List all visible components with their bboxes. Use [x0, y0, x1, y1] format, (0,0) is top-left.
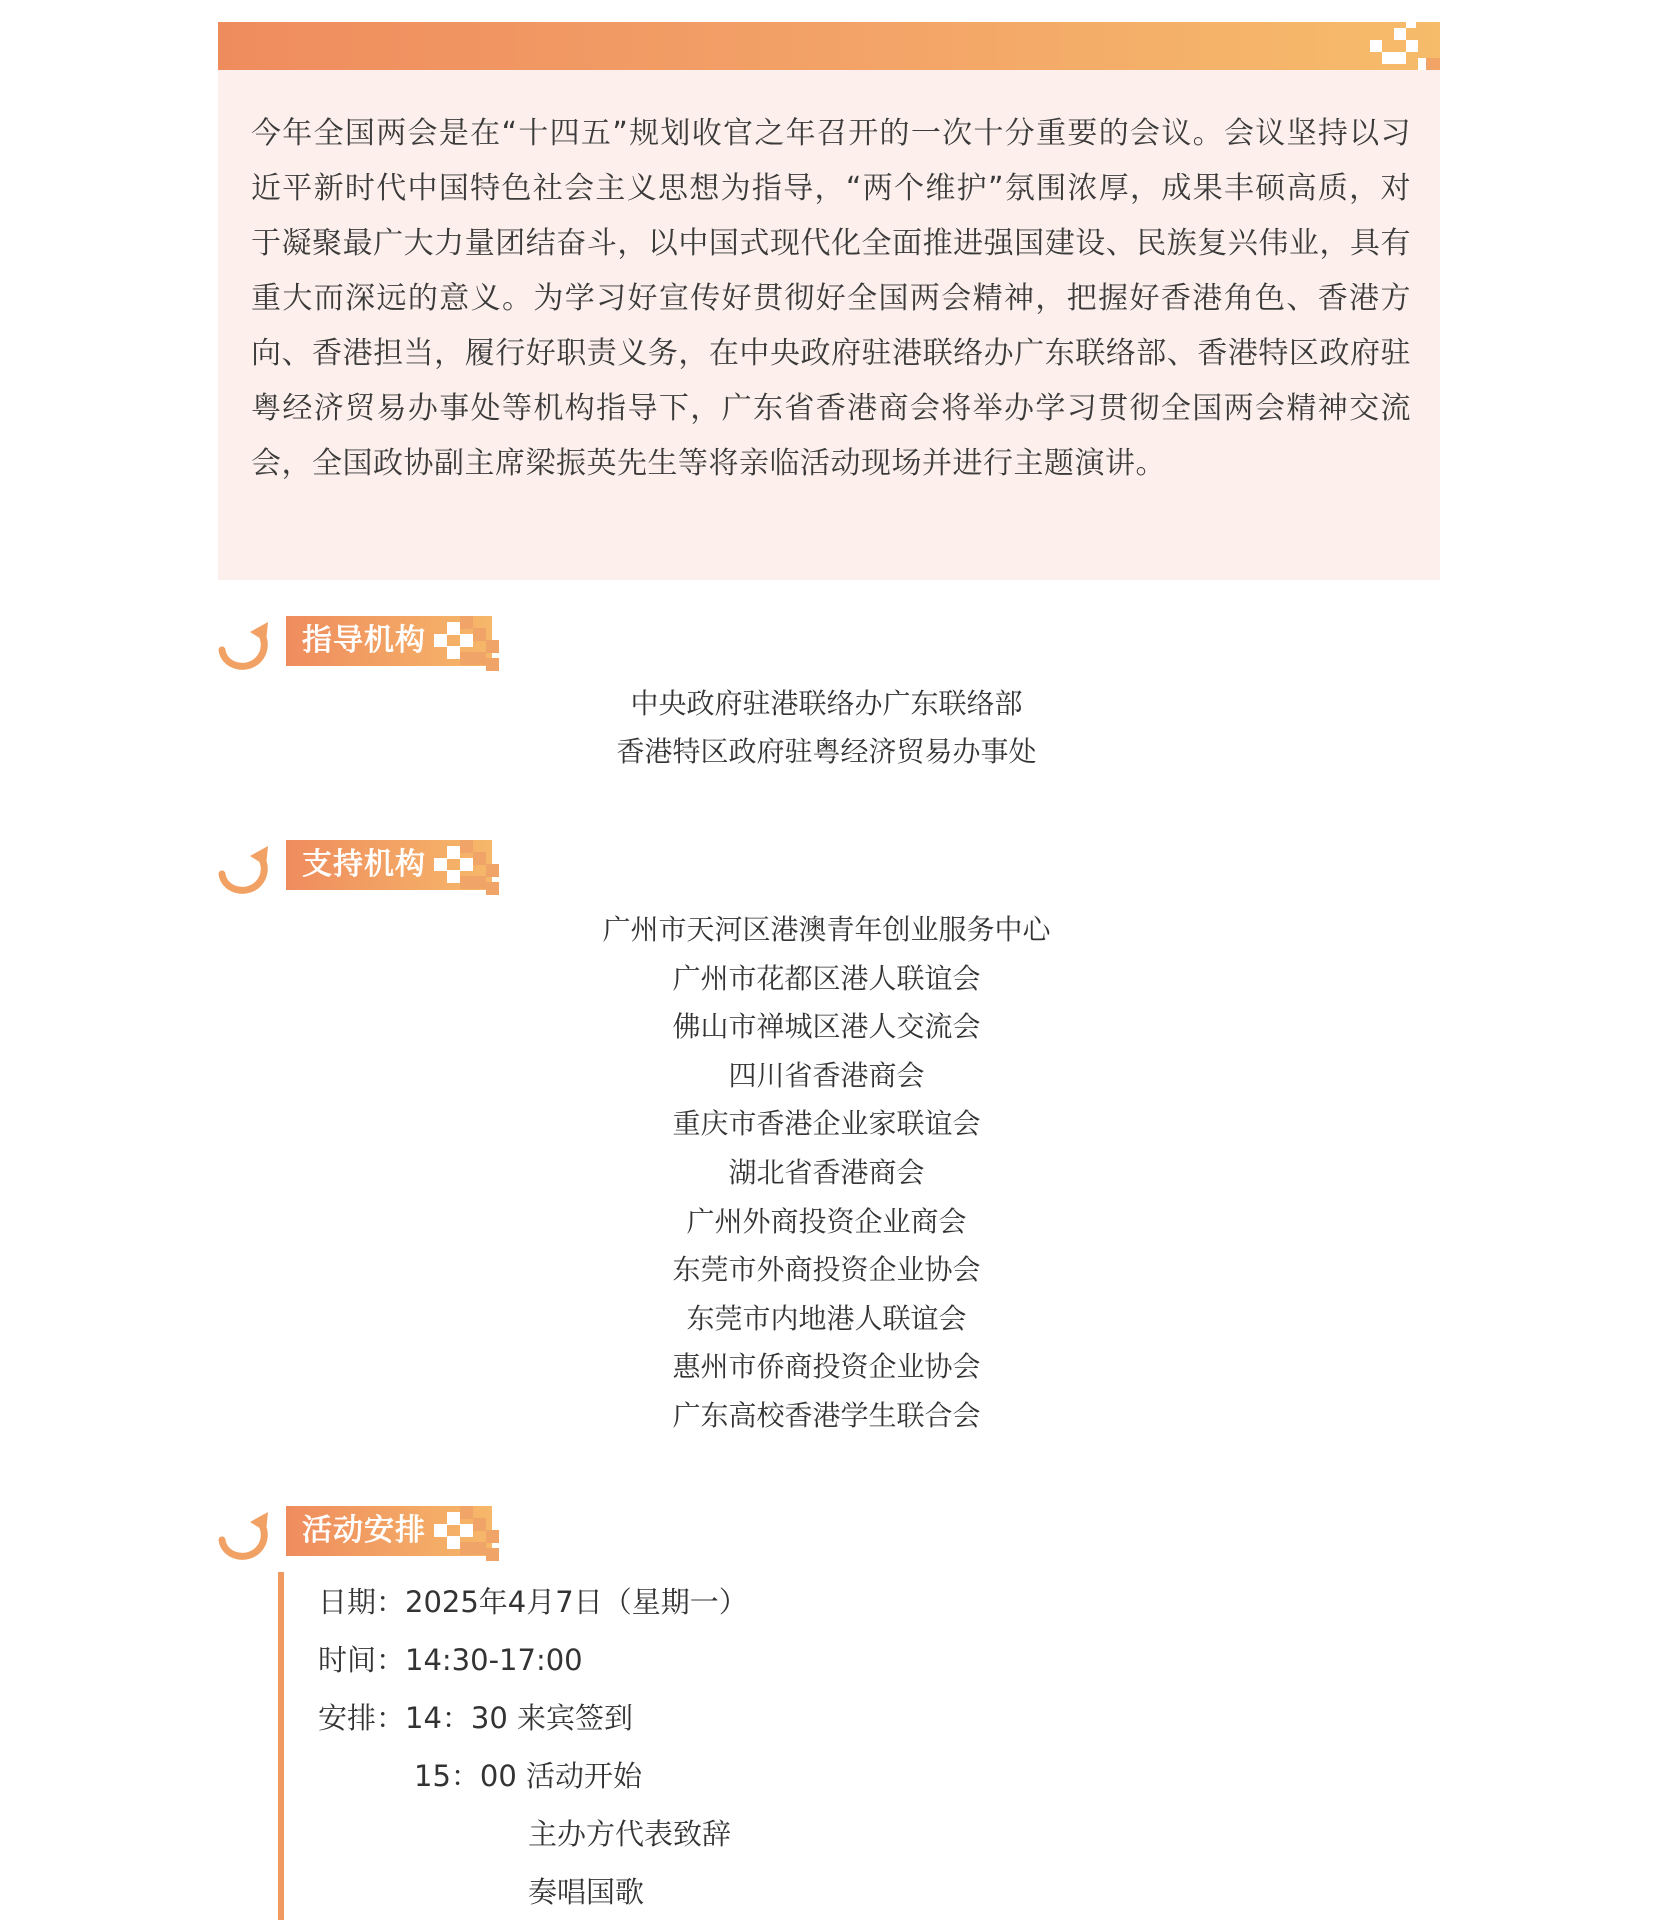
list-item: 佛山市禅城区港人交流会 — [672, 1010, 981, 1044]
list-item: 香港特区政府驻粤经济贸易办事处 — [616, 735, 1037, 768]
list-item: 广州外商投资企业商会 — [686, 1204, 967, 1238]
support-org-list — [0, 906, 1653, 1441]
list-item: 重庆市香港企业家联谊会 — [672, 1107, 981, 1141]
section-header-schedule — [216, 1502, 506, 1566]
schedule-arrange-2: 15：00 活动开始 — [414, 1759, 643, 1793]
section-checker-decoration — [434, 1502, 504, 1562]
section-title: 支持机构 — [302, 847, 426, 882]
intro-card — [218, 70, 1440, 580]
banner-corner-squares — [1426, 58, 1440, 70]
schedule-date: 日期：2025年4月7日（星期一） — [318, 1585, 748, 1619]
schedule-arrange-4: 奏唱国歌 — [528, 1875, 645, 1909]
section-checker-decoration — [434, 836, 504, 896]
section-checker-decoration — [434, 612, 504, 672]
list-item: 广州市天河区港澳青年创业服务中心 — [602, 913, 1051, 946]
list-item: 广州市花都区港人联谊会 — [672, 961, 981, 995]
schedule-block — [278, 1572, 1184, 1920]
swirl-arrow-icon — [216, 844, 272, 900]
list-item: 惠州市侨商投资企业协会 — [672, 1350, 981, 1384]
schedule-arrange-1: 安排：14：30 来宾签到 — [318, 1701, 634, 1735]
guide-org-list — [0, 680, 1653, 776]
list-item: 东莞市内地港人联谊会 — [686, 1301, 967, 1335]
top-banner — [218, 22, 1440, 70]
swirl-arrow-icon — [216, 1510, 272, 1566]
list-item: 四川省香港商会 — [728, 1058, 925, 1092]
section-title: 活动安排 — [302, 1513, 426, 1548]
list-item: 广东高校香港学生联合会 — [672, 1398, 981, 1432]
intro-paragraph: 今年全国两会是在“十四五”规划收官之年召开的一次十分重要的会议。会议坚持以习近平新时代中国特色社会主义思想为指导，“两个维护”氛围浓厚，成果丰硕高质，对于凝聚最广大力量团结奋斗，以中国式现代化全面推进强国建设、民族复兴伟业，具有重大而深远的意义。为学习好宣传好贯彻好全国两会精神，把握好香港角色、香港方向、香港担当，履行好职责义务，在中央政府驻港联络办广东联络部、香港特区政府驻粤经济贸易办事处等机构指导下，广东省香港商会将举办学习贯彻全国两会精神交流会，全国政协副主席梁振英先生等将亲临活动现场并进行主题演讲。 — [251, 116, 1411, 481]
list-item: 中央政府驻港联络办广东联络部 — [630, 687, 1023, 720]
section-title: 指导机构 — [302, 623, 426, 658]
list-item: 东莞市外商投资企业协会 — [672, 1253, 981, 1287]
section-header-support — [216, 836, 506, 900]
schedule-time: 时间：14:30-17:00 — [318, 1643, 583, 1677]
swirl-arrow-icon — [216, 620, 272, 676]
list-item: 湖北省香港商会 — [728, 1155, 925, 1189]
section-header-guide — [216, 612, 506, 676]
schedule-arrange-3: 主办方代表致辞 — [528, 1817, 732, 1851]
